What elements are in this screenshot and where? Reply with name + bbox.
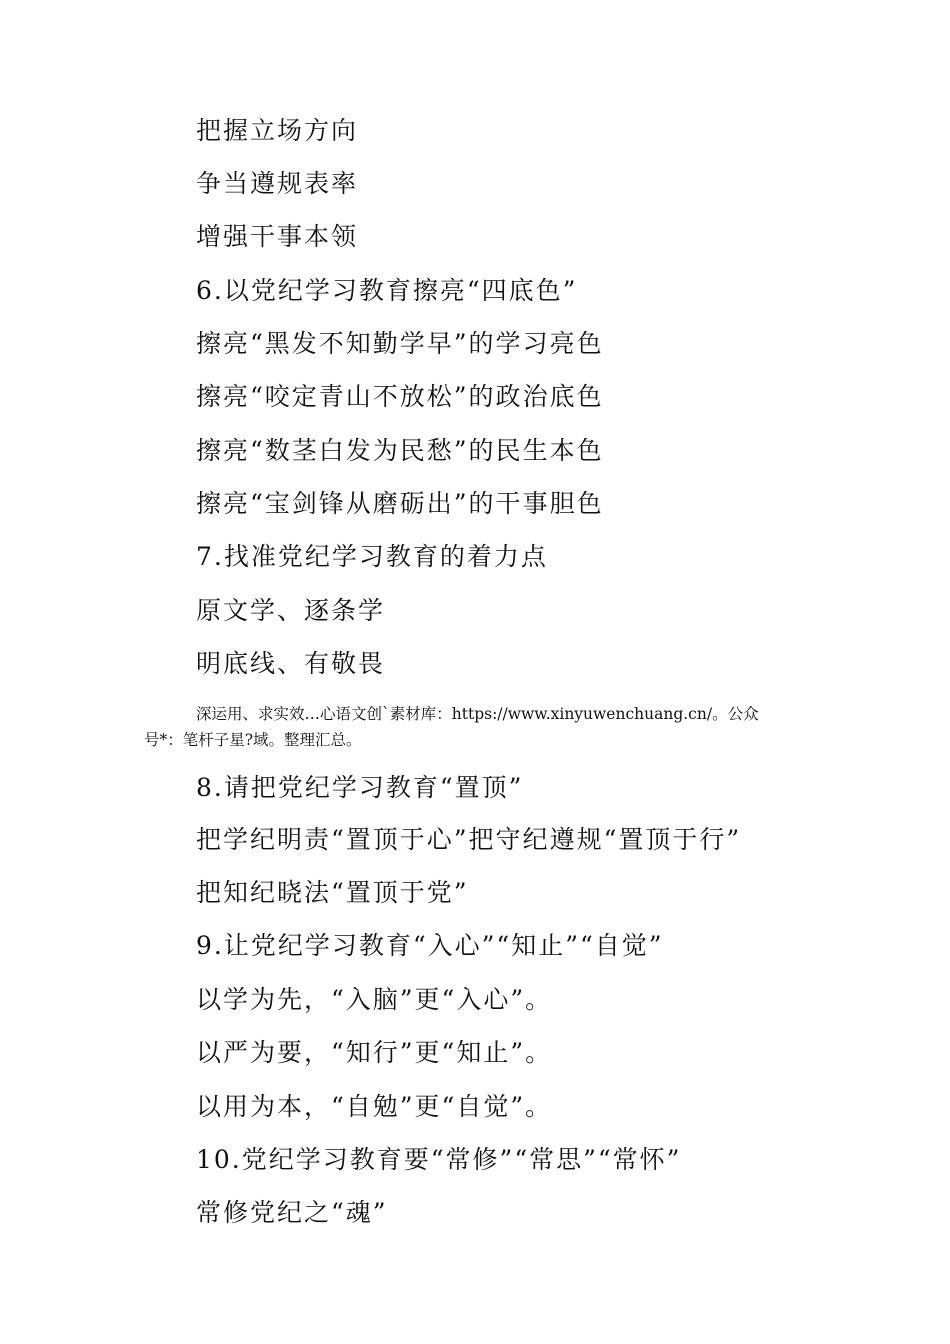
section-heading: 8.请把党纪学习教育“置顶”: [196, 773, 524, 802]
text-line: 争当遵规表率: [196, 169, 359, 198]
text-line: 擦亮“数茎白发为民愁”的民生本色: [196, 436, 604, 465]
text-line: 擦亮“宝剑锋从磨砺出”的干事胆色: [196, 489, 604, 518]
text-line: 以学为先，“入脑”更“入心”。: [196, 985, 553, 1014]
text-line: 把握立场方向: [196, 116, 359, 145]
section-heading: 6.以党纪学习教育擦亮“四底色”: [196, 276, 578, 305]
text-line: 擦亮“黑发不知勤学早”的学习亮色: [196, 329, 604, 358]
section-heading: 9.让党纪学习教育“入心”“知止”“自觉”: [196, 931, 664, 960]
text-line: 擦亮“咬定青山不放松”的政治底色: [196, 382, 604, 411]
section-heading: 10.党纪学习教育要“常修”“常思”“常怀”: [196, 1145, 682, 1174]
text-line: 常修党纪之“魂”: [196, 1198, 388, 1227]
text-line: 明底线、有敬畏: [196, 649, 386, 678]
text-line: 原文学、逐条学: [196, 596, 386, 625]
source-note: [144, 701, 824, 753]
text-line: 以严为要，“知行”更“知止”。: [196, 1038, 553, 1067]
source-note-line: 号*：笔杆子星?域。整理汇总。: [144, 731, 362, 749]
source-note-line: 深运用、求实效…心语文创`素材库：https://www.xinyuwenchuang.cn/。公众: [196, 705, 759, 723]
section-heading: 7.找准党纪学习教育的着力点: [196, 542, 548, 571]
text-line: 增强干事本领: [196, 222, 359, 251]
text-line: 把知纪晓法“置顶于党”: [196, 878, 469, 907]
text-line: 以用为本，“自勉”更“自觉”。: [196, 1092, 553, 1121]
text-line: 把学纪明责“置顶于心”把守纪遵规“置顶于行”: [196, 825, 742, 854]
